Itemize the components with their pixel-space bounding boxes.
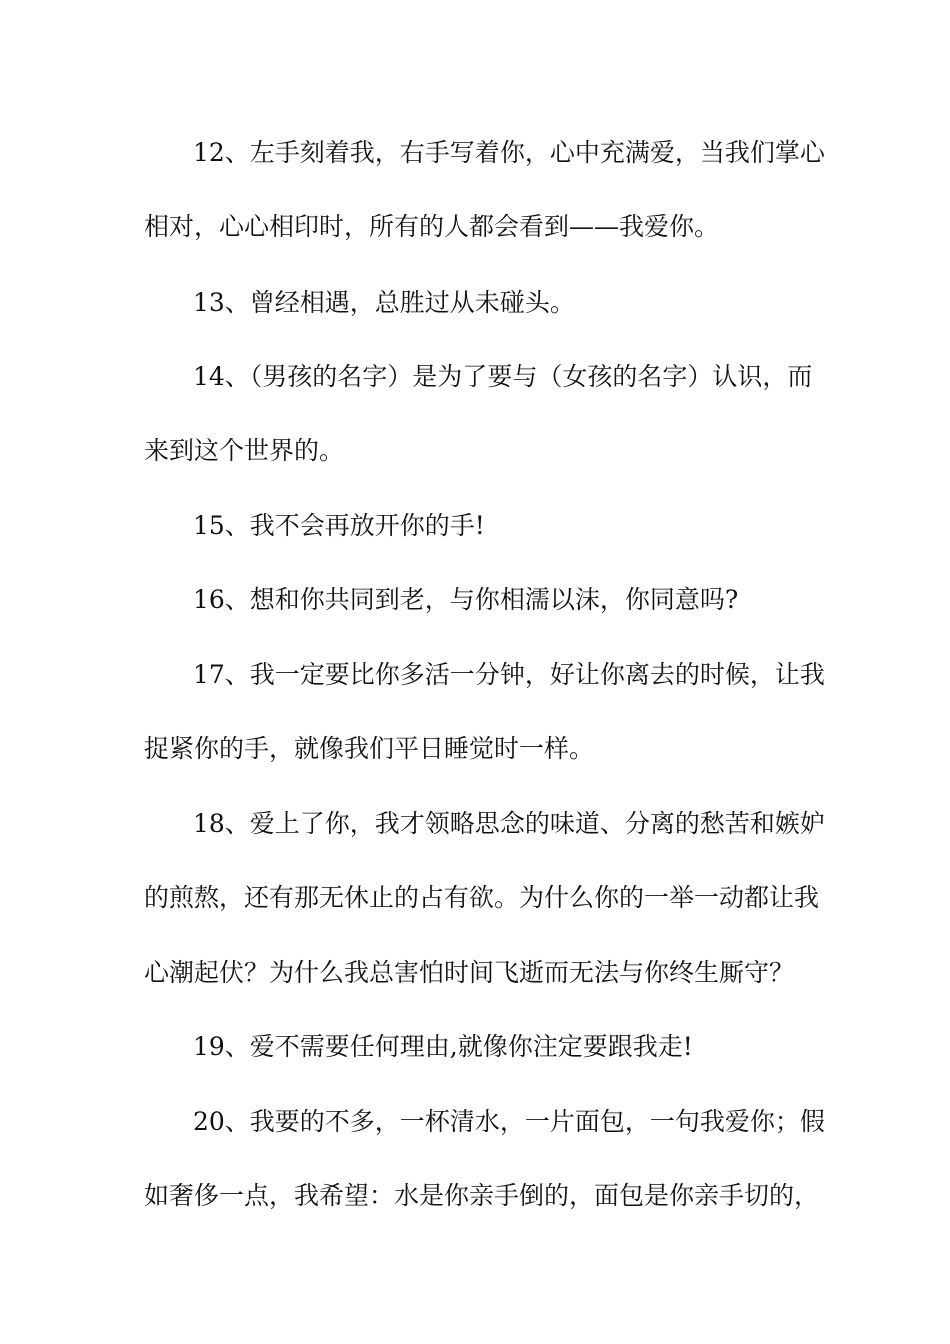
paragraph-18-line-2: 的煎熬，还有那无休止的占有欲。为什么你的一举一动都让我	[144, 883, 820, 912]
paragraph-16: 16、想和你共同到老，与你相濡以沫，你同意吗?	[193, 585, 739, 614]
paragraph-20-line-2: 如奢侈一点，我希望：水是你亲手倒的，面包是你亲手切的，	[144, 1181, 820, 1210]
paragraph-17-line-1: 17、我一定要比你多活一分钟，好让你离去的时候，让我	[193, 660, 825, 689]
paragraph-17-line-2: 捉紧你的手，就像我们平日睡觉时一样。	[144, 734, 595, 763]
paragraph-14-line-2: 来到这个世界的。	[144, 436, 345, 465]
paragraph-12-line-1: 12、左手刻着我，右手写着你，心中充满爱，当我们掌心	[193, 138, 825, 167]
paragraph-19: 19、爱不需要任何理由,就像你注定要跟我走!	[193, 1032, 693, 1061]
paragraph-18-line-1: 18、爱上了你，我才领略思念的味道、分离的愁苦和嫉妒	[193, 809, 825, 838]
paragraph-14-line-1: 14、（男孩的名字）是为了要与（女孩的名字）认识，而	[193, 362, 813, 391]
paragraph-13: 13、曾经相遇，总胜过从未碰头。	[193, 288, 575, 317]
paragraph-18-line-3: 心潮起伏？为什么我总害怕时间飞逝而无法与你终生厮守？	[144, 958, 795, 987]
paragraph-15: 15、我不会再放开你的手!	[193, 511, 485, 540]
paragraph-20-line-1: 20、我要的不多，一杯清水，一片面包，一句我爱你；假	[193, 1107, 825, 1136]
paragraph-12-line-2: 相对，心心相印时，所有的人都会看到——我爱你。	[144, 212, 720, 241]
